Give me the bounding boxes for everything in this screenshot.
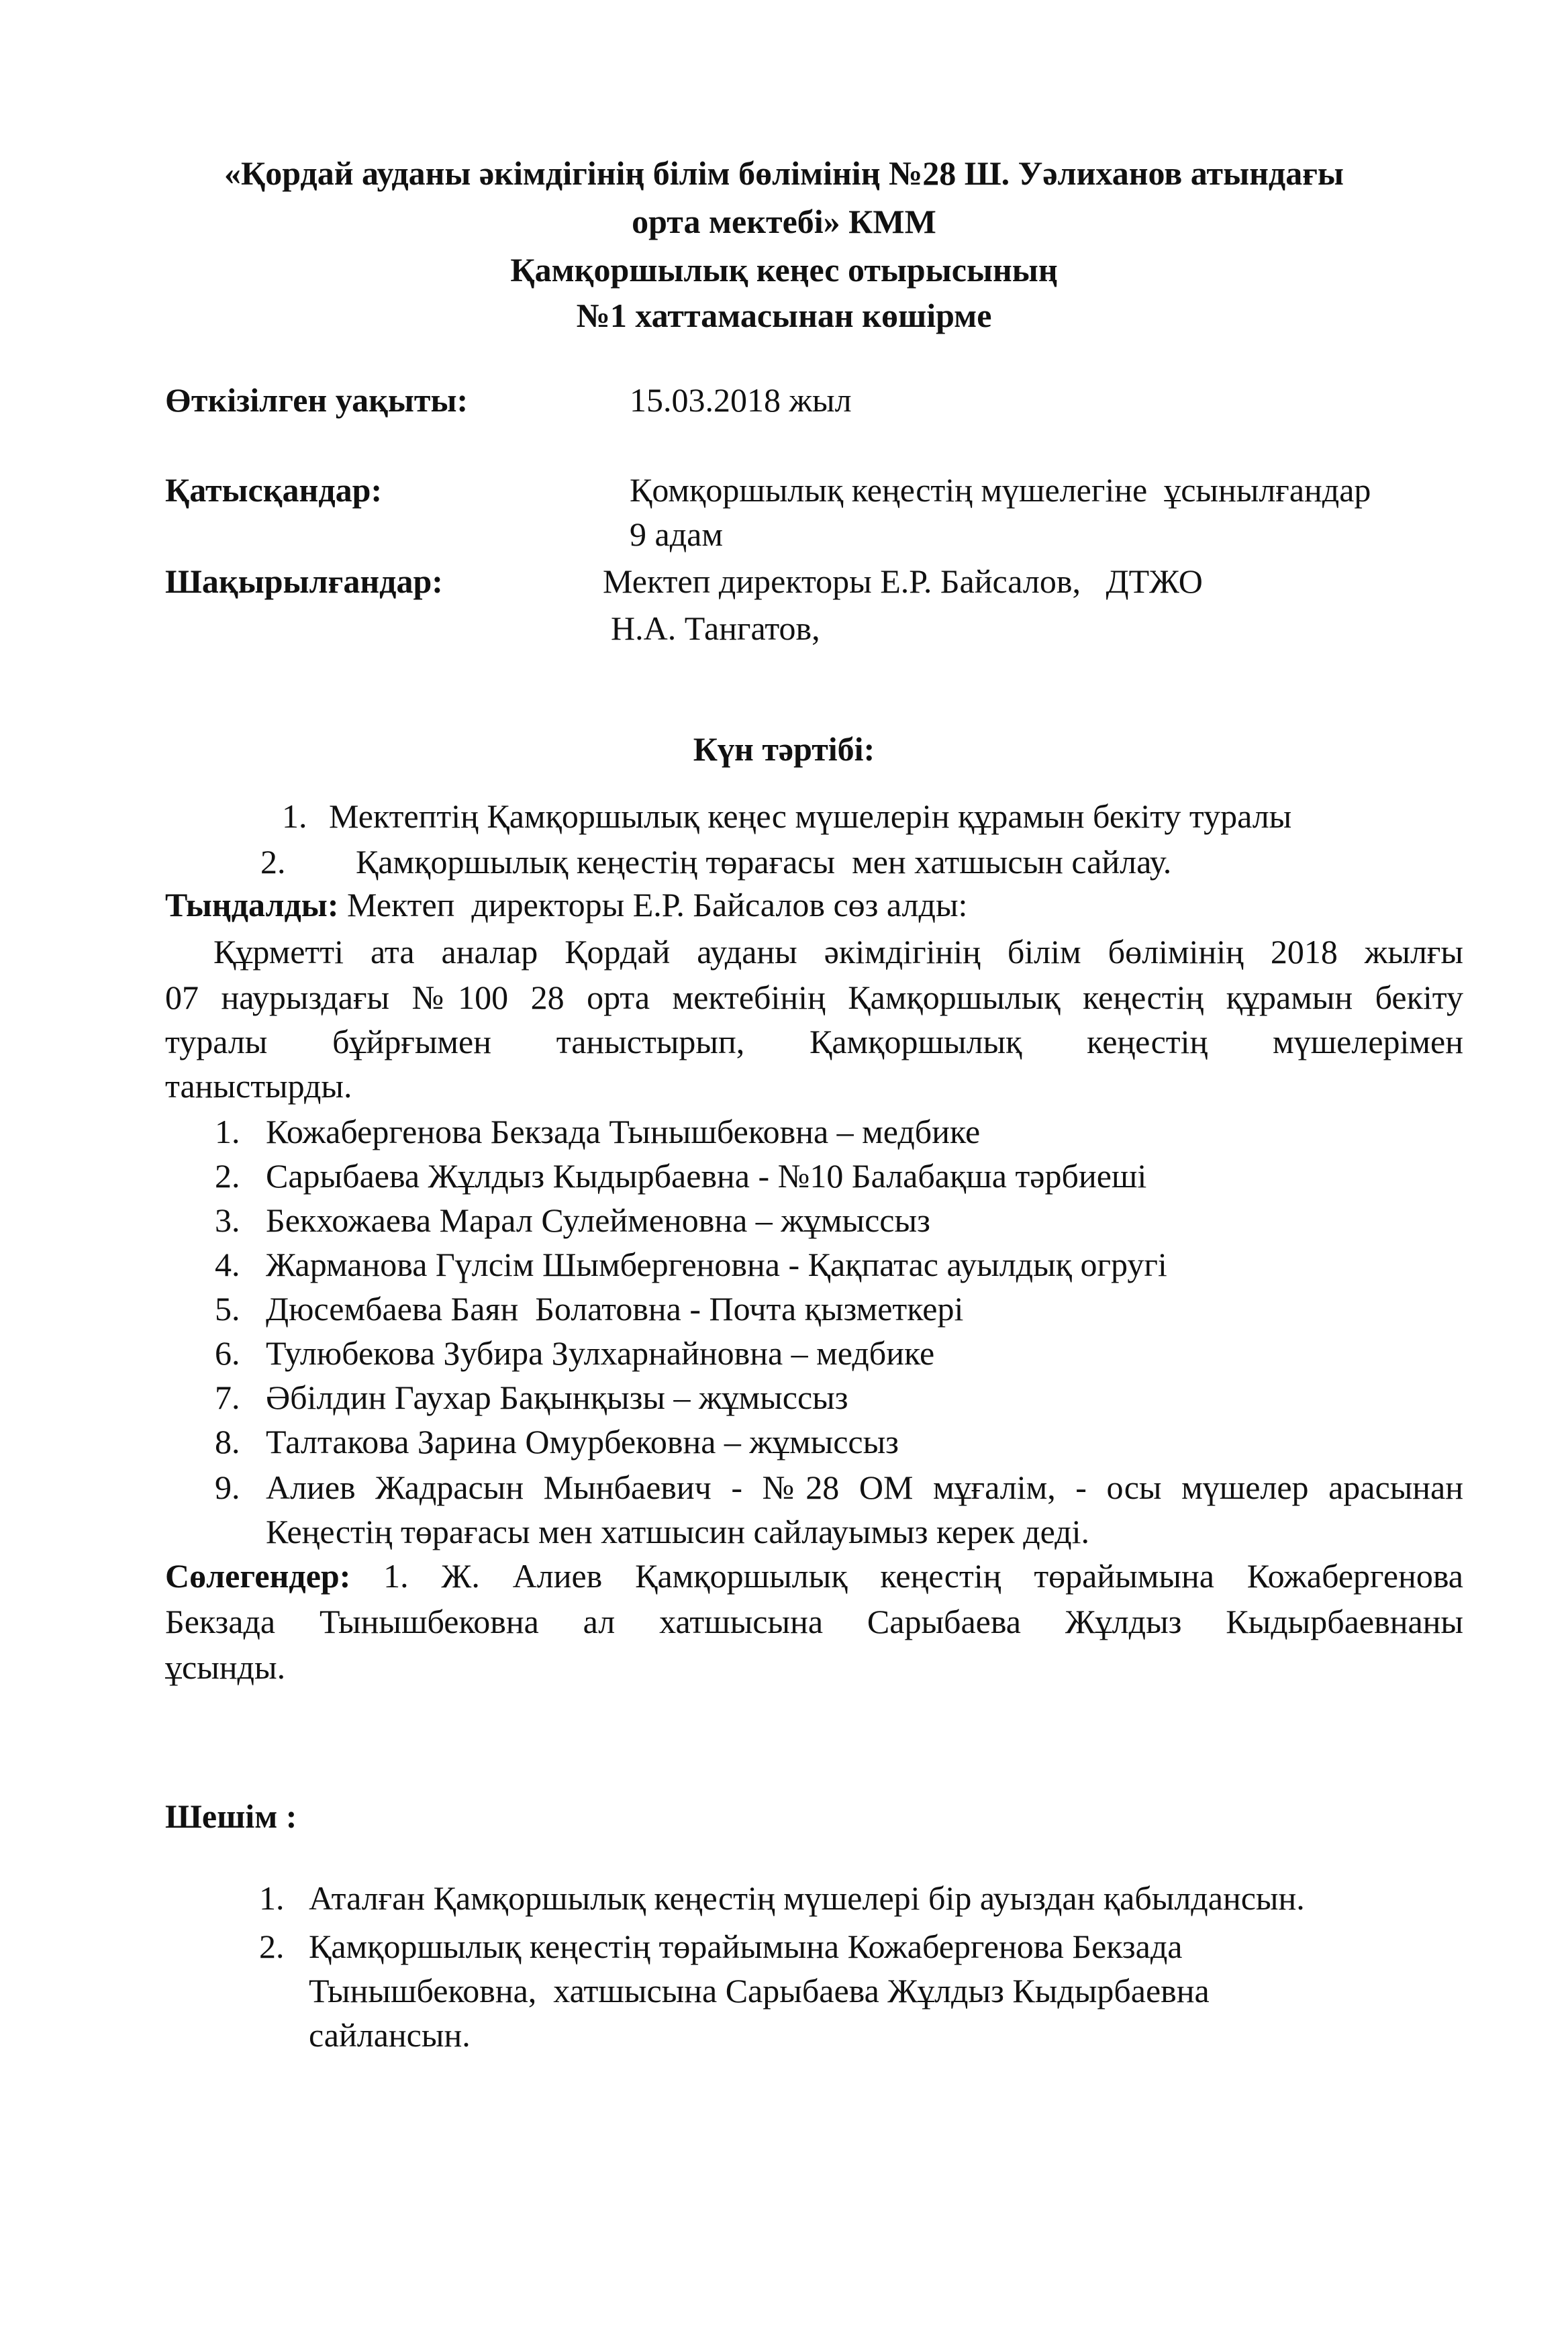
member-number: 5. [215,1290,240,1328]
participants-value-line-2: 9 адам [630,515,723,553]
header-line-4: №1 хаттамасынан көшірме [576,297,992,334]
speakers-line-3: ұсынды. [165,1648,286,1686]
time-value: 15.03.2018 жыл [630,381,852,419]
header-line-1: «Қордай ауданы әкімдігінің білім бөлімінің №28 Ш. Уәлиханов атындағы [224,154,1344,192]
header-line-2: орта мектебі» КММ [632,203,936,240]
member-text: Бекхожаева Марал Сулейменовна – жұмыссыз [266,1201,930,1239]
member-number: 6. [215,1334,240,1372]
invited-label: Шақырылғандар: [165,562,443,600]
decision-item-number: 2. [259,1928,285,1965]
heard-paragraph-line: таныстырды. [165,1067,352,1105]
member-number: 4. [215,1246,240,1283]
speakers-line-1 [165,1556,1463,1596]
member-number: 2. [215,1157,240,1195]
member-text: Алиев Жадрасын Мынбаевич - №28 ОМ мұғалім, - осы мүшелер арасынан [266,1469,1463,1506]
time-label: Өткізілген уақыты: [165,381,469,419]
agenda-item-number: 1. [282,797,307,835]
decision-item-text: сайлансын. [309,2016,471,2054]
member-text: Тулюбекова Зубира Зулхарнайновна – медбике [266,1334,935,1372]
member-text: Дюсембаева Баян Болатовна - Почта қызметкері [266,1290,964,1328]
participants-label: Қатысқандар: [165,471,383,509]
member-text: Талтакова Зарина Омурбековна – жұмыссыз [266,1423,899,1460]
speakers-label: Сөлегендер: [165,1557,351,1595]
decision-item-text: Аталған Қамқоршылық кеңестің мүшелері бір ауыздан қабылдансын. [309,1879,1305,1917]
member-number: 3. [215,1201,240,1239]
member-number: 1. [215,1113,240,1150]
speakers-line-2: Бекзада Тынышбековна ал хатшысына Сарыбаева Жұлдыз Кыдырбаевнаны [165,1603,1463,1640]
heard-line [165,885,967,925]
agenda-item-number: 2. [260,843,286,881]
participants-value-line-1: Қомқоршылық кеңестің мүшелегіне ұсынылғандар [630,471,1371,509]
decision-item-number: 1. [259,1879,285,1917]
member-text: Әбілдин Гаухар Бақынқызы – жұмыссыз [266,1379,848,1416]
members-tail: Кеңестің төрағасы мен хатшысин сайлауымыз керек деді. [266,1513,1090,1550]
member-number: 8. [215,1423,240,1460]
member-number: 7. [215,1379,240,1416]
agenda-item-text: Мектептің Қамқоршылық кеңес мүшелерін құрамын бекіту туралы [329,797,1292,835]
decision-title: Шешім : [165,1797,297,1835]
heard-paragraph-line: 07 наурыздағы №100 28 орта мектебінің Қамқоршылық кеңестің құрамын бекіту [165,979,1463,1016]
member-text: Жарманова Гүлсім Шымбергеновна - Қақпатас ауылдық огругі [266,1246,1167,1283]
heard-label: Тыңдалды: [165,886,339,924]
invited-value-line-2: Н.А. Тангатов, [611,609,820,647]
heard-paragraph-line: Құрметті ата аналар Қордай ауданы әкімдігінің білім бөлімінің 2018 жылғы [213,933,1463,971]
speakers-text: 1. Ж. Алиев Қамқоршылық кеңестің төрайымына Кожабергенова [350,1557,1463,1595]
heard-paragraph-line: туралы бұйрғымен таныстырып, Қамқоршылық кеңестің мүшелерімен [165,1023,1463,1060]
agenda-item-text: Қамқоршылық кеңестің төрағасы мен хатшысын сайлау. [356,843,1172,881]
member-number: 9. [215,1469,240,1506]
decision-item-text: Қамқоршылық кеңестің төрайымына Кожабергенова Бекзада [309,1928,1183,1965]
decision-item-text: Тынышбековна, хатшысына Сарыбаева Жұлдыз Кыдырбаевна [309,1972,1210,2009]
agenda-title: Күн тәртібі: [693,730,875,768]
invited-value-line-1: Мектеп директоры Е.Р. Байсалов, ДТЖО [603,562,1203,600]
heard-text: Мектеп директоры Е.Р. Байсалов сөз алды: [338,886,968,924]
member-text: Сарыбаева Жұлдыз Кыдырбаевна - №10 Балабақша тәрбиеші [266,1157,1147,1195]
header-line-3: Қамқоршылық кеңес отырысының [510,251,1058,289]
member-text: Кожабергенова Бекзада Тынышбековна – медбике [266,1113,981,1150]
